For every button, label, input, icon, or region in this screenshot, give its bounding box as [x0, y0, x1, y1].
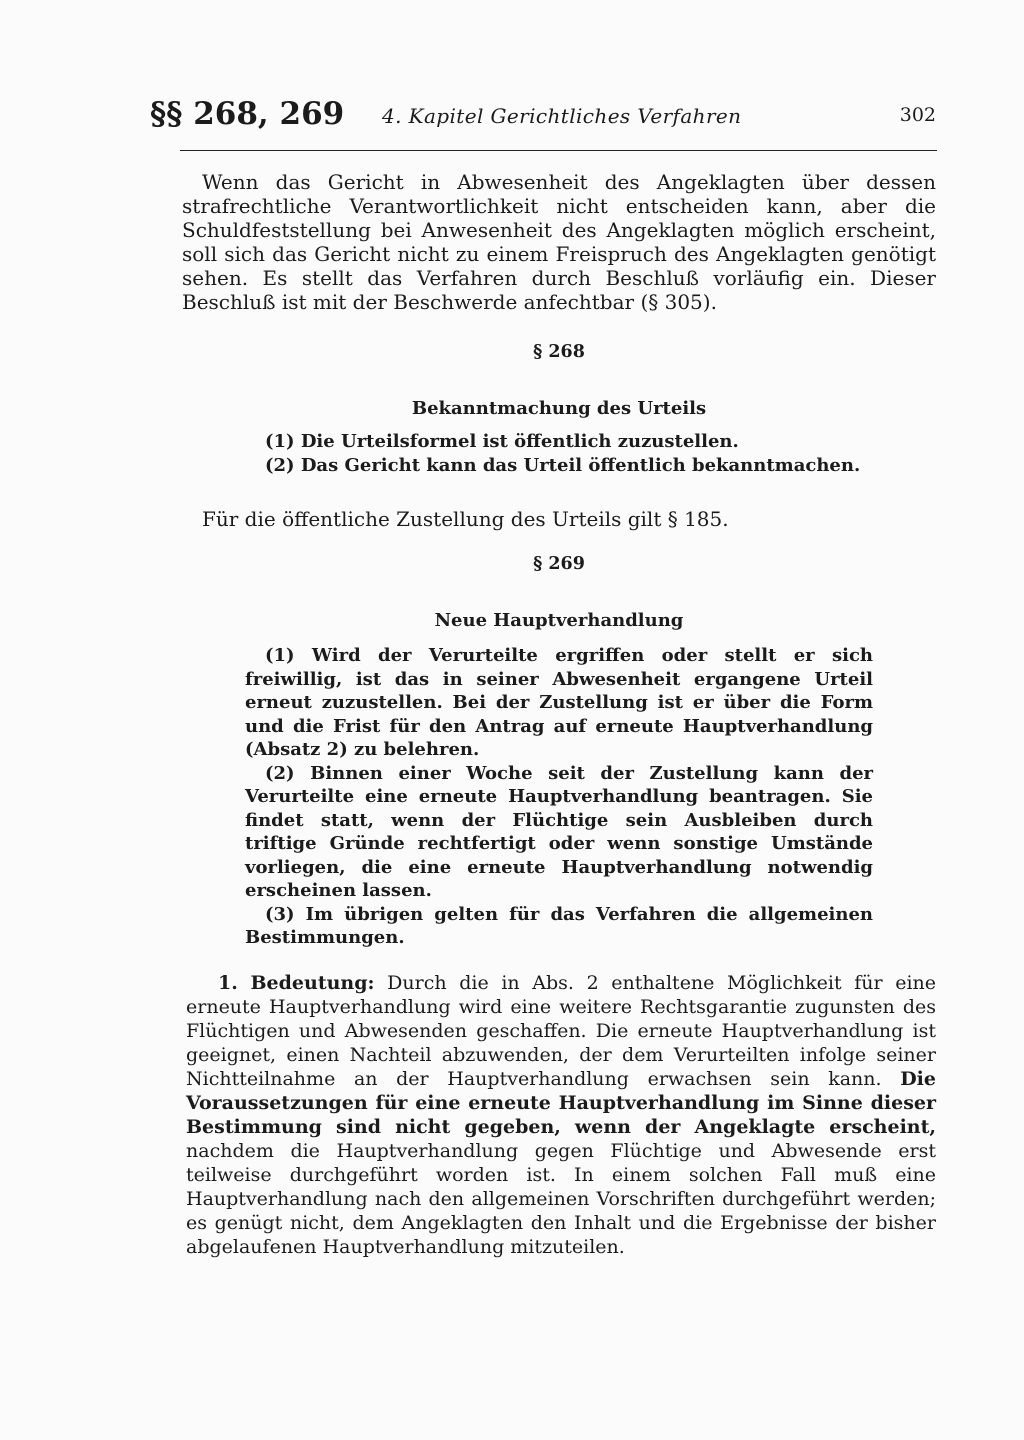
commentary-text-2: nachdem die Hauptverhandlung gegen Flüchtige und Abwesende erst teilweise durchgeführt worden ist. In einem solchen Fall muß eine Hauptverhandlung nach den allgemeinen Vorschriften durchgeführt werden; es genügt nicht, dem Angeklagten den Inhalt und die Ergebnisse der bisher abgelaufenen Hauptverhandlung mitzuteilen.: [186, 1140, 936, 1258]
section-269-clause-1: (1) Wird der Verurteilte ergriffen oder stellt er sich freiwillig, ist das in seiner Abwesenheit ergangene Urteil erneut zuzustellen. Bei der Zustellung ist er über die Form und die Frist für den Antrag auf erneute Hauptverhandlung (Absatz 2) zu belehren.: [245, 645, 873, 760]
commentary-label: Bedeutung:: [250, 972, 375, 994]
page-number: 302: [899, 104, 936, 126]
section-268-number: § 268: [533, 342, 585, 362]
commentary-bold-text: Die Voraussetzungen für eine erneute Hauptverhandlung im Sinne dieser Bestimmung sind nicht gegeben, wenn der Angeklagte erscheint,: [186, 1068, 936, 1138]
page-header: [150, 96, 936, 144]
section-268-clause-2: (2) Das Gericht kann das Urteil öffentlich bekanntmachen.: [265, 454, 861, 476]
header-chapter-title: 4. Kapitel Gerichtliches Verfahren: [382, 104, 742, 128]
section-269-clause-3: (3) Im übrigen gelten für das Verfahren die allgemeinen Bestimmungen.: [245, 903, 873, 948]
section-269-title: Neue Hauptverhandlung: [434, 610, 684, 631]
section-269-clauses: [245, 644, 873, 950]
commentary-text-1: Durch die in Abs. 2 enthaltene Möglichkeit für eine erneute Hauptverhandlung wird eine weitere Rechtsgarantie zugunsten des Flüchtigen und Abwesenden geschaffen. Die erneute Hauptverhandlung ist geeignet, einen Nachteil abzuwenden, der dem Verurteilten infolge seiner Nichtteilnahme an der Hauptverhandlung erwachsen sein kann.: [186, 972, 937, 1090]
intro-paragraph: Wenn das Gericht in Abwesenheit des Angeklagten über dessen strafrechtliche Verantwortlichkeit nicht entscheiden kann, aber die Schuldfeststellung bei Anwesenheit des Angeklagten möglich erscheint, soll sich das Gericht nicht zu einem Freispruch des Angeklagten genötigt sehen. Es stellt das Verfahren durch Beschluß vorläufig ein. Dieser Beschluß ist mit der Beschwerde anfechtbar (§ 305).: [182, 170, 936, 314]
section-268-title: Bekanntmachung des Urteils: [411, 398, 707, 419]
commentary-paragraph: [186, 971, 936, 1259]
section-268-note: Für die öffentliche Zustellung des Urteils gilt § 185.: [202, 507, 729, 531]
section-269-clause-2: (2) Binnen einer Woche seit der Zustellung kann der Verurteilte eine erneute Hauptverhandlung beantragen. Sie findet statt, wenn der Flüchtige sein Ausbleiben durch triftige Gründe rechtfertigt oder wenn sonstige Umstände vorliegen, die eine erneute Hauptverhandlung notwendig erscheinen lassen.: [245, 762, 873, 901]
section-268-clause-1: (1) Die Urteilsformel ist öffentlich zuzustellen.: [265, 431, 739, 452]
header-rule: [180, 150, 937, 151]
section-268-clauses: [245, 430, 873, 477]
section-269-number: § 269: [533, 554, 585, 574]
commentary-number: 1.: [218, 972, 238, 994]
header-section-reference: §§ 268, 269: [150, 96, 345, 132]
